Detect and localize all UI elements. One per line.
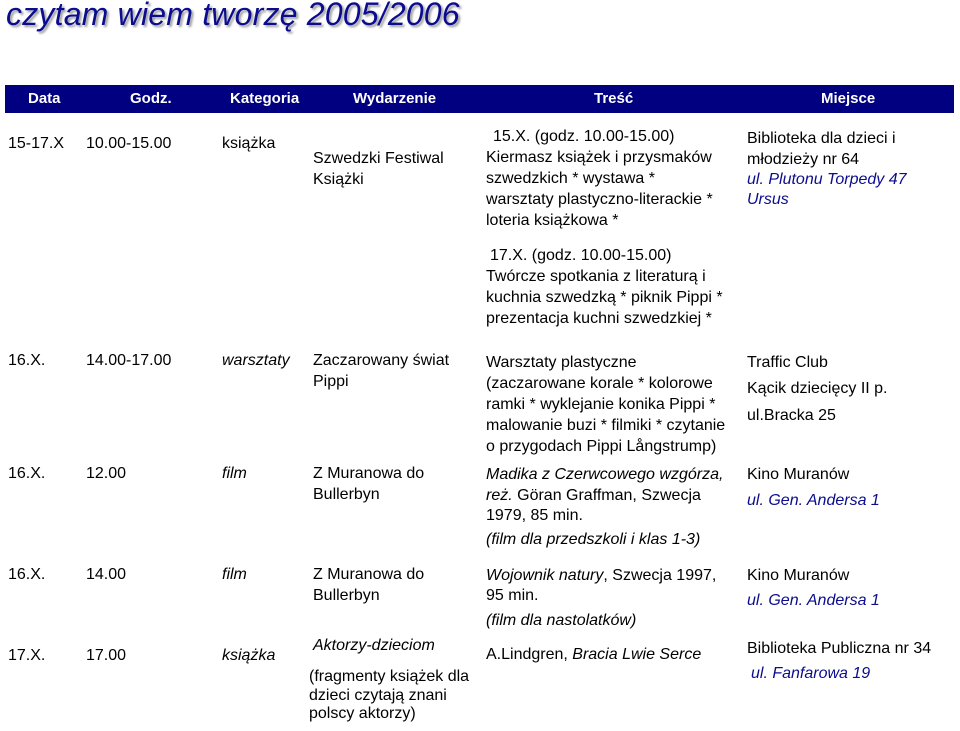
- row-time: 17.00: [86, 647, 127, 664]
- row-event-line: Zaczarowany świat: [313, 352, 450, 369]
- row-event-line: Szwedzki Festiwal: [313, 150, 444, 167]
- row-content-line: (film dla przedszkoli i klas 1-3): [486, 531, 701, 548]
- row-content-line: 17.X. (godz. 10.00-15.00): [490, 247, 672, 264]
- row-event-line: Bullerbyn: [313, 587, 380, 604]
- row-address-line: ul. Gen. Andersa 1: [747, 592, 880, 609]
- row-address-line: ul. Gen. Andersa 1: [747, 492, 880, 509]
- row-event-line: Książki: [313, 171, 364, 188]
- row-content-line: (film dla nastolatków): [486, 612, 637, 629]
- row-content-line: prezentacja kuchni szwedzkiej *: [486, 310, 712, 327]
- row-date: 17.X.: [8, 647, 46, 664]
- row-time: 14.00: [86, 566, 127, 583]
- director-label: reż.: [486, 487, 513, 504]
- header-wydarzenie: Wydarzenie: [353, 90, 437, 107]
- row-event-note: dzieci czytają znani: [309, 687, 447, 704]
- row-content-line: kuchnia szwedzką * piknik Pippi *: [486, 289, 723, 306]
- row-place-line: Biblioteka Publiczna nr 34: [747, 640, 932, 657]
- row-date: 16.X.: [8, 566, 46, 583]
- row-time: 14.00-17.00: [86, 352, 172, 369]
- row-content-line: 95 min.: [486, 587, 539, 604]
- film-info: , Szwecja 1997,: [603, 567, 717, 584]
- row-place-line: ul.Bracka 25: [747, 407, 836, 424]
- row-content-line: Kiermasz książek i przysmaków: [486, 149, 712, 166]
- row-place-line: Biblioteka dla dzieci i: [747, 130, 896, 147]
- row-content-line: 1979, 85 min.: [486, 507, 583, 524]
- row-address-line: ul. Plutonu Torpedy 47: [747, 171, 907, 188]
- row-content-line: szwedzkich * wystawa *: [486, 170, 655, 187]
- row-content-line: Warsztaty plastyczne: [486, 354, 637, 371]
- row-date: 16.X.: [8, 465, 46, 482]
- row-address-line: ul. Fanfarowa 19: [751, 665, 871, 682]
- row-place-line: Kącik dziecięcy II p.: [747, 380, 888, 397]
- row-content-line: loteria książkowa *: [486, 212, 619, 229]
- row-content-line: Twórcze spotkania z literaturą i: [486, 268, 706, 285]
- author: A.Lindgren,: [486, 646, 573, 663]
- header-miejsce: Miejsce: [821, 90, 876, 107]
- row-event-line: Bullerbyn: [313, 486, 380, 503]
- row-content-line: (zaczarowane korale * kolorowe: [486, 375, 713, 392]
- row-place-line: Kino Muranów: [747, 567, 850, 584]
- row-place-line: młodzieży nr 64: [747, 151, 860, 168]
- row-category: film: [222, 465, 247, 482]
- row-event-line: Pippi: [313, 373, 349, 390]
- row-place-line: Kino Muranów: [747, 466, 850, 483]
- row-content-line: ramki * wyklejanie konika Pippi *: [486, 396, 716, 413]
- row-category: film: [222, 566, 247, 583]
- row-content-line: o przygodach Pippi Långstrump): [486, 438, 717, 455]
- row-content-line: [486, 565, 716, 586]
- header-tresc: Treść: [594, 90, 634, 107]
- row-content-line: [486, 485, 701, 506]
- row-event-note: polscy aktorzy): [309, 705, 416, 722]
- page-title: czytam wiem tworzę 2005/2006: [6, 0, 460, 32]
- row-event-note: (fragmenty książek dla: [309, 668, 470, 685]
- header-data: Data: [28, 90, 61, 107]
- row-content-line: malowanie buzi * filmiki * czytanie: [486, 417, 726, 434]
- row-time: 12.00: [86, 465, 127, 482]
- row-place-line: Traffic Club: [747, 354, 828, 371]
- row-date: 15-17.X: [8, 135, 65, 152]
- row-category: książka: [222, 647, 276, 664]
- row-event-line: Z Muranowa do: [313, 465, 425, 482]
- row-category: książka: [222, 135, 276, 152]
- table-header: [5, 85, 954, 113]
- row-category: warsztaty: [222, 352, 290, 369]
- row-address-line: Ursus: [747, 191, 789, 208]
- row-date: 16.X.: [8, 352, 46, 369]
- row-content-line: [486, 644, 701, 665]
- row-content-line: 15.X. (godz. 10.00-15.00): [493, 128, 675, 145]
- row-content-line: warsztaty plastyczno-literackie *: [486, 191, 713, 208]
- header-godz: Godz.: [130, 90, 172, 107]
- header-kategoria: Kategoria: [230, 90, 300, 107]
- director-name: Göran Graffman, Szwecja: [512, 487, 701, 504]
- film-title: Wojownik natury: [486, 567, 604, 584]
- row-event-line: Aktorzy-dzieciom: [313, 637, 435, 654]
- row-event-line: Z Muranowa do: [313, 566, 425, 583]
- book-title: Bracia Lwie Serce: [572, 646, 702, 663]
- row-content-line: Madika z Czerwcowego wzgórza,: [486, 466, 724, 483]
- row-time: 10.00-15.00: [86, 135, 172, 152]
